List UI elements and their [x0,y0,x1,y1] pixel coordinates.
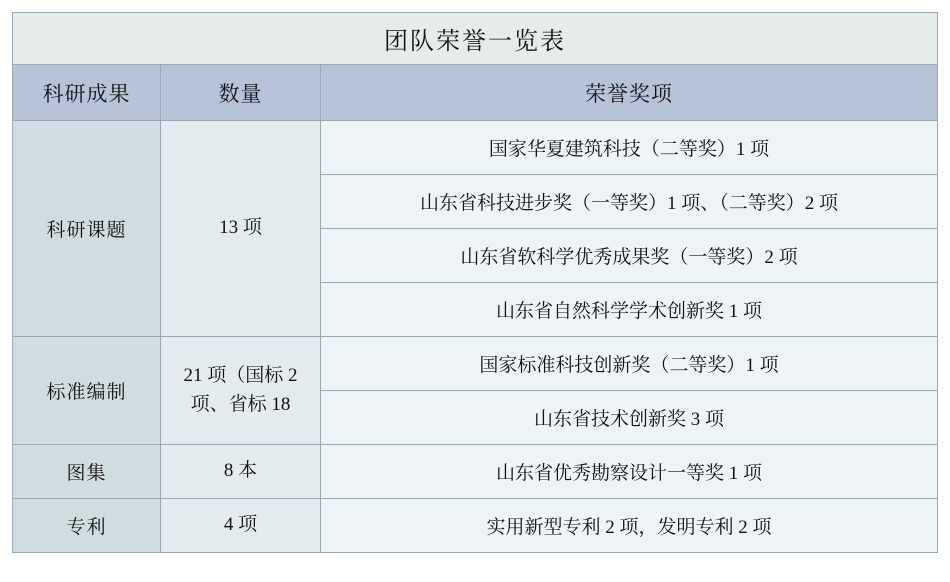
cell-category-standards: 标准编制 [13,337,161,445]
table-title: 团队荣誉一览表 [13,13,938,65]
cell-quantity-standards: 21 项（国标 2 项、省标 18 [161,337,321,445]
cell-quantity-patent: 4 项 [161,499,321,553]
cell-category-patent: 专利 [13,499,161,553]
table-row [13,499,938,553]
cell-award: 山东省科技进步奖（一等奖）1 项、（二等奖）2 项 [321,175,938,229]
table-row [13,337,938,391]
column-header-quantity: 数量 [161,65,321,121]
cell-award: 国家标准科技创新奖（二等奖）1 项 [321,337,938,391]
cell-award: 山东省优秀勘察设计一等奖 1 项 [321,445,938,499]
table-header-row [13,65,938,121]
honor-table [12,12,938,553]
cell-award: 国家华夏建筑科技（二等奖）1 项 [321,121,938,175]
column-header-awards: 荣誉奖项 [321,65,938,121]
column-header-category: 科研成果 [13,65,161,121]
cell-category-atlas: 图集 [13,445,161,499]
cell-category-research: 科研课题 [13,121,161,337]
cell-award: 山东省软科学优秀成果奖（一等奖）2 项 [321,229,938,283]
table-title-row [13,13,938,65]
cell-award: 山东省自然科学学术创新奖 1 项 [321,283,938,337]
table-row [13,445,938,499]
cell-award: 山东省技术创新奖 3 项 [321,391,938,445]
cell-award: 实用新型专利 2 项，发明专利 2 项 [321,499,938,553]
cell-quantity-atlas: 8 本 [161,445,321,499]
table-row [13,121,938,175]
cell-quantity-research: 13 项 [161,121,321,337]
